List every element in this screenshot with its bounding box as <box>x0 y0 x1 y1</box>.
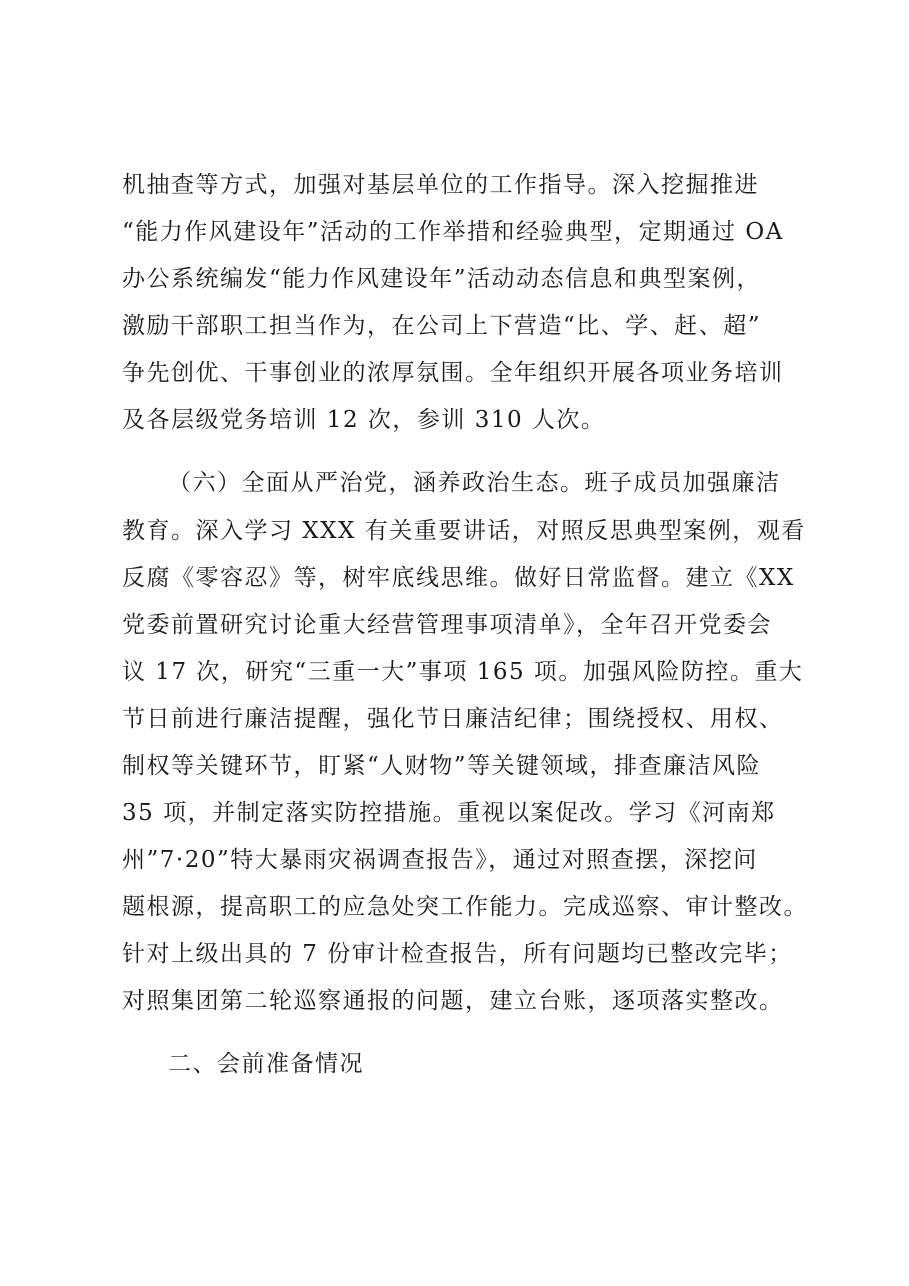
paragraph-line: 议 17 次，研究“三重一大”事项 165 项。加强风险防控。重大 <box>122 659 804 685</box>
paragraph-line: 题根源，提高职工的应急处突工作能力。完成巡察、审计整改。 <box>122 894 808 920</box>
paragraph-line: （六）全面从严治党，涵养政治生态。班子成员加强廉洁 <box>168 470 781 496</box>
paragraph-line: 机抽查等方式，加强对基层单位的工作指导。深入挖掘推进 <box>122 172 759 198</box>
paragraph-line: “能力作风建设年”活动的工作举措和经验典型，定期通过 OA <box>122 219 784 245</box>
paragraph-line: 争先创优、干事创业的浓厚氛围。全年组织开展各项业务培训 <box>122 360 784 386</box>
paragraph-line: 制权等关键环节，盯紧“人财物”等关键领域，排查廉洁风险 <box>122 753 762 779</box>
paragraph-line: 激励干部职工担当作为，在公司上下营造“比、学、赶、超” <box>122 313 762 339</box>
paragraph-line: 党委前置研究讨论重大经营管理事项清单》，全年召开党委会 <box>122 612 772 638</box>
paragraph-line: 35 项，并制定落实防控措施。重视以案促改。学习《河南郑 <box>122 800 776 826</box>
paragraph-line: 反腐《零容忍》等，树牢底线思维。做好日常监督。建立《XX <box>122 565 795 591</box>
paragraph-line: 办公系统编发“能力作风建设年”活动动态信息和典型案例， <box>122 266 762 292</box>
paragraph-line: 节日前进行廉洁提醒，强化节日廉洁纪律；围绕授权、用权、 <box>122 706 784 732</box>
section-heading: 二、会前准备情况 <box>168 1051 364 1077</box>
paragraph-line: 及各层级党务培训 12 次，参训 310 人次。 <box>122 407 606 433</box>
paragraph-line: 对照集团第二轮巡察通报的问题，建立台账，逐项落实整改。 <box>122 988 784 1014</box>
paragraph-line: 州”7·20”特大暴雨灾祸调查报告》，通过对照查摆，深挖问 <box>122 847 758 873</box>
paragraph-line: 针对上级出具的 7 份审计检查报告，所有问题均已整改完毕； <box>122 941 793 967</box>
paragraph-line: 教育。深入学习 XXX 有关重要讲话，对照反思典型案例，观看 <box>122 518 806 544</box>
